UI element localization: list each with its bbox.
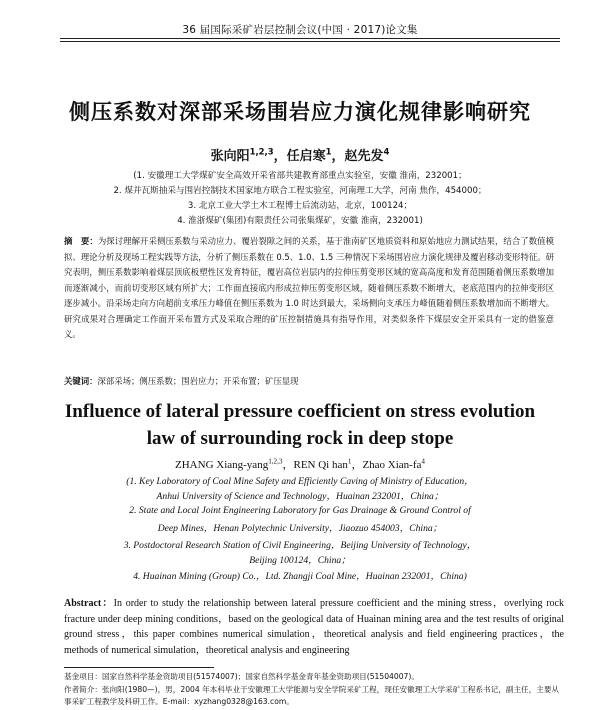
chinese-title: 侧压系数对深部采场围岩应力演化规律影响研究 (69, 100, 531, 124)
chinese-affiliation-2: 2. 煤并瓦斯抽采与围岩控制技术国家地方联合工程实验室，河南理工大学，河南 焦作，454000； (113, 186, 487, 196)
english-title-line-1: Influence of lateral pressure coefficient on stress evolution (64, 401, 536, 422)
footnote-author-bio: 作者简介：张向阳(1980—)，男，2004 年本科毕业于安徽理工大学能源与安全学院采矿工程，现任安徽理工大学采矿工程系书记，副主任，主要从事采矿工程教学及科研工作。E-mail：xyzhang0328@163.com。 (64, 685, 560, 706)
chinese-keywords: 关键词：深部采场；侧压系数；围岩应力；开采布置；矿压显现 (64, 376, 299, 386)
english-affiliation-4: 4. Huainan Mining (Group) Co.，Ltd. Zhangji Coal Mine，Huainan 232001，China) (133, 571, 467, 582)
english-affiliation-1a: (1. Key Laboratory of Coal Mine Safety and Efficiently Caving of Ministry of Education， (126, 476, 474, 487)
english-abstract: Abstract：In order to study the relationship between lateral pressure coefficient and the mining stress，overlying rock fracture under deep mining conditions，based on the geological data of Huainan mining area and the test results of original ground stress，this paper combines numerical simulation，theoretical analysis and field engineering practices，the methods of numerical simulation，theoretical analysis and engineering (64, 598, 564, 656)
english-title-line-2: law of surrounding rock in deep stope (146, 428, 454, 449)
chinese-abstract: 摘 要：为探讨理解开采侧压系数与采动应力、覆岩裂隙之间的关系，基于淮南矿区地质资料和原始地应力测试结果，结合了数值模拟、理论分析及现场工程实践等方法，分析了侧压系数在 0.5、1.0、1.5 三种情况下采场围岩应力演化规律及覆岩移动变形特征。研究表明，侧压系数影响着煤层顶底板塑性区发育特征，覆岩高位岩层内的拉伸压剪变形区域的宽高高度和发育范围随着侧压系数增加而逐渐减小，而前切变形区域有所扩大；工作面直接底内形成拉伸压剪变形区域，随着侧压系数不断增大，老底范围内的拉伸变形区逐步减小。沿采场走向方向超前支承压力峰值在侧压系数为 1.0 时达到最大，采场侧向支承压力峰值随着侧压系数增加而不断增大。研究成果对合理确定工作面开采布置方式及采取合理的矿压控制措施具有指导作用，对类似条件下煤层安全开采具有一定的借鉴意义。 (64, 236, 555, 339)
english-affiliation-2a: 2. State and Local Joint Engineering Laboratory for Gas Drainage & Ground Control of (129, 505, 471, 516)
header-rule-top (60, 38, 560, 39)
english-affiliation-2b: Deep Mines，Henan Polytechnic University，Jiaozuo 454003，China； (157, 523, 443, 534)
footnote-funding: 基金项目：国家自然科学基金资助项目(51574007)；国家自然科学基金青年基金资助项目(51504007)。 (64, 672, 419, 681)
header-rule-bottom (60, 41, 560, 42)
english-authors: ZHANG Xiang-yang$^{1,2,3}$，REN Qi han$^1$，Zhao Xian-$fa^4$ (175, 457, 425, 471)
chinese-affiliation-3: 3. 北京工业大学土木工程博士后流动站，北京，100124； (187, 201, 413, 211)
english-affiliation-3a: 3. Postdoctoral Research Station of Civil Engineering，Beijing University of Technology， (123, 540, 477, 551)
footnote-rule (64, 667, 214, 668)
chinese-affiliation-4: 4. 淮浙煤矿(集团)有限责任公司张集煤矿，安徽 淮南，232001) (177, 216, 423, 226)
english-affiliation-3b: Beijing 100124，China； (249, 555, 351, 566)
running-header: 36 届国际采矿岩层控制会议(中国 · 2017)论文集 (182, 24, 418, 36)
chinese-authors: 张向阳$^{1,2,3}$，任启寒$^1$，赵先发$^4$ (210, 146, 390, 164)
chinese-affiliation-1: (1. 安徽理工大学煤矿安全高效开采省部共建教育部重点实验室，安徽 淮南，232001； (133, 171, 467, 181)
english-affiliation-1b: Anhui University of Science and Technology，Huainan 232001，China； (156, 491, 444, 502)
